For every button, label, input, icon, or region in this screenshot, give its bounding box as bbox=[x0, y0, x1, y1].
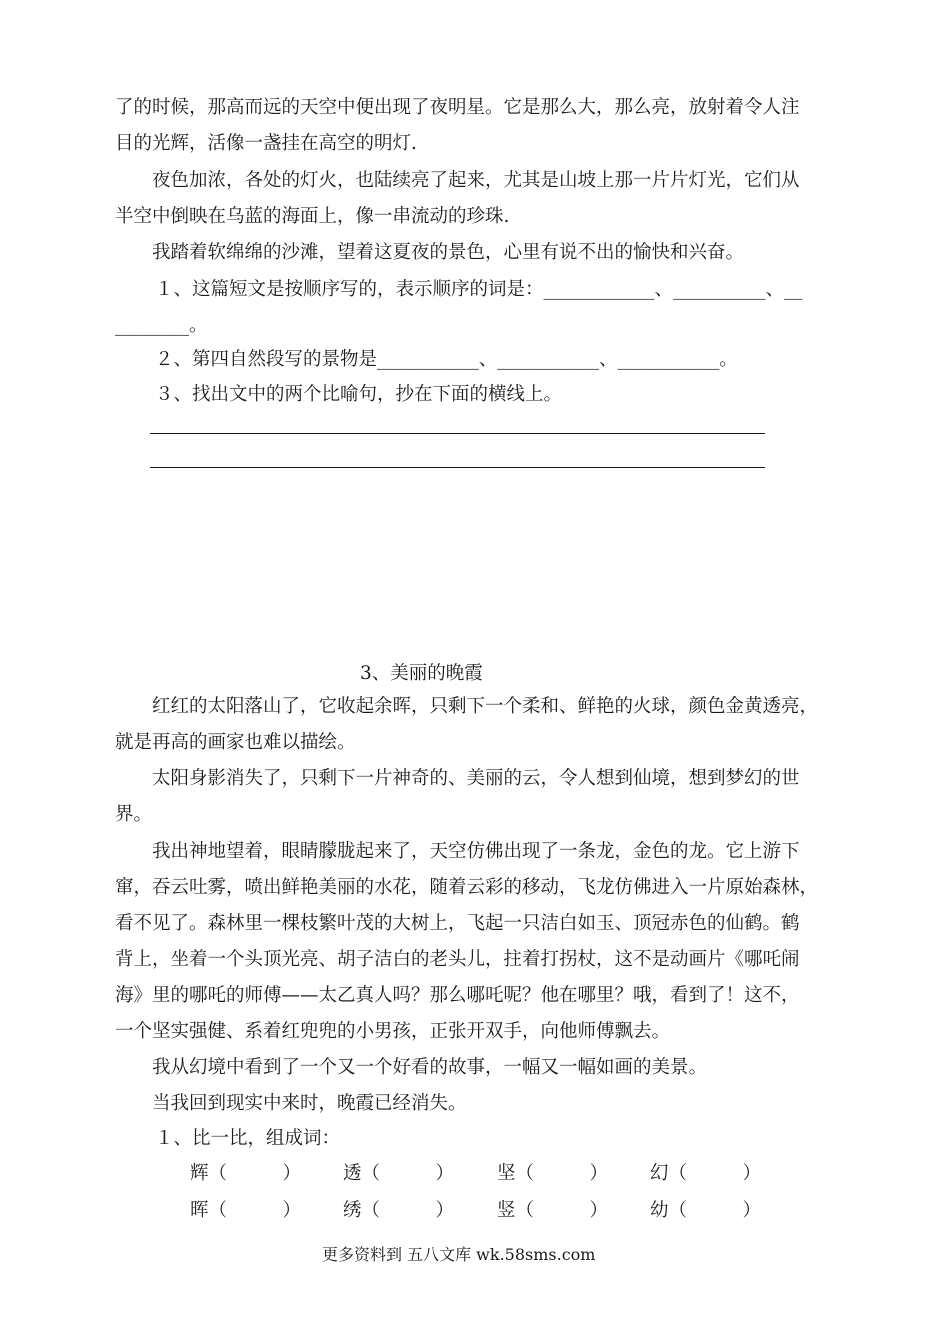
question-1-continuation: ________。 bbox=[115, 315, 208, 336]
passage1-line-2: 目的光辉，活像一盏挂在高空的明灯. bbox=[115, 133, 417, 154]
passage2-line-7: 看不见了。森林里一棵枝繁叶茂的大树上，飞起一只洁白如玉、顶冠赤色的仙鹤。鹤 bbox=[115, 913, 800, 934]
question-1: １、这篇短文是按顺序写的，表示顺序的词是：____________、__________、__ bbox=[155, 279, 803, 300]
question-2: ２、第四自然段写的景物是___________、___________、___________。 bbox=[155, 349, 738, 370]
answer-line-2 bbox=[150, 467, 765, 468]
word-blank-hui2: 晖（ ） bbox=[190, 1200, 302, 1221]
passage1-line-1: 了的时候，那高而远的天空中便出现了夜明星。它是那么大，那么亮，放射着令人注 bbox=[115, 97, 800, 118]
passage2-title: 3、美丽的晚霞 bbox=[360, 663, 483, 684]
passage2-line-2: 就是再高的画家也难以描绘。 bbox=[115, 732, 356, 753]
passage2-line-5: 我出神地望着，眼睛朦胧起来了，天空仿佛出现了一条龙，金色的龙。它上游下 bbox=[152, 841, 800, 862]
word-blank-hui1: 辉（ ） bbox=[190, 1163, 302, 1184]
passage2-line-9: 海》里的哪吒的师傅——太乙真人吗？那么哪吒呢？他在哪里？哦，看到了！这不， bbox=[115, 985, 800, 1006]
word-blank-tou: 透（ ） bbox=[343, 1163, 455, 1184]
passage2-line-8: 背上，坐着一个头顶光亮、胡子洁白的老头儿，拄着打拐杖，这不是动画片《哪吒闹 bbox=[115, 949, 800, 970]
passage2-line-12: 当我回到现实中来时，晚霞已经消失。 bbox=[152, 1093, 467, 1114]
passage1-line-3: 夜色加浓，各处的灯火，也陆续亮了起来，尤其是山坡上那一片片灯光，它们从 bbox=[152, 170, 800, 191]
passage2-line-3: 太阳身影消失了，只剩下一片神奇的、美丽的云，令人想到仙境，想到梦幻的世 bbox=[152, 768, 800, 789]
passage2-line-1: 红红的太阳落山了，它收起余晖，只剩下一个柔和、鲜艳的火球，颜色金黄透亮， bbox=[152, 696, 819, 717]
passage1-line-4: 半空中倒映在乌蓝的海面上，像一串流动的珍珠. bbox=[115, 206, 510, 227]
word-blank-shu: 竖（ ） bbox=[497, 1200, 609, 1221]
passage2-question-1: １、比一比，组成词： bbox=[155, 1128, 341, 1149]
word-blank-you: 幼（ ） bbox=[650, 1200, 762, 1221]
passage1-line-5: 我踏着软绵绵的沙滩，望着这夏夜的景色，心里有说不出的愉快和兴奋。 bbox=[152, 242, 745, 263]
footer-text: 更多资料到 五八文库 wk.58sms.com bbox=[322, 1245, 596, 1264]
passage2-line-6: 窜，吞云吐雾，喷出鲜艳美丽的水花，随着云彩的移动，飞龙仿佛进入一片原始森林， bbox=[115, 877, 819, 898]
word-blank-huan: 幻（ ） bbox=[650, 1163, 762, 1184]
answer-line-1 bbox=[150, 433, 765, 434]
passage2-line-10: 一个坚实强健、系着红兜兜的小男孩，正张开双手，向他师傅飘去。 bbox=[115, 1021, 671, 1042]
passage2-line-4: 界。 bbox=[115, 804, 153, 825]
passage2-line-11: 我从幻境中看到了一个又一个好看的故事，一幅又一幅如画的美景。 bbox=[152, 1057, 708, 1078]
word-blank-xiu: 绣（ ） bbox=[343, 1200, 455, 1221]
word-blank-jian: 坚（ ） bbox=[497, 1163, 609, 1184]
question-3: ３、找出文中的两个比喻句，抄在下面的横线上。 bbox=[155, 384, 563, 405]
